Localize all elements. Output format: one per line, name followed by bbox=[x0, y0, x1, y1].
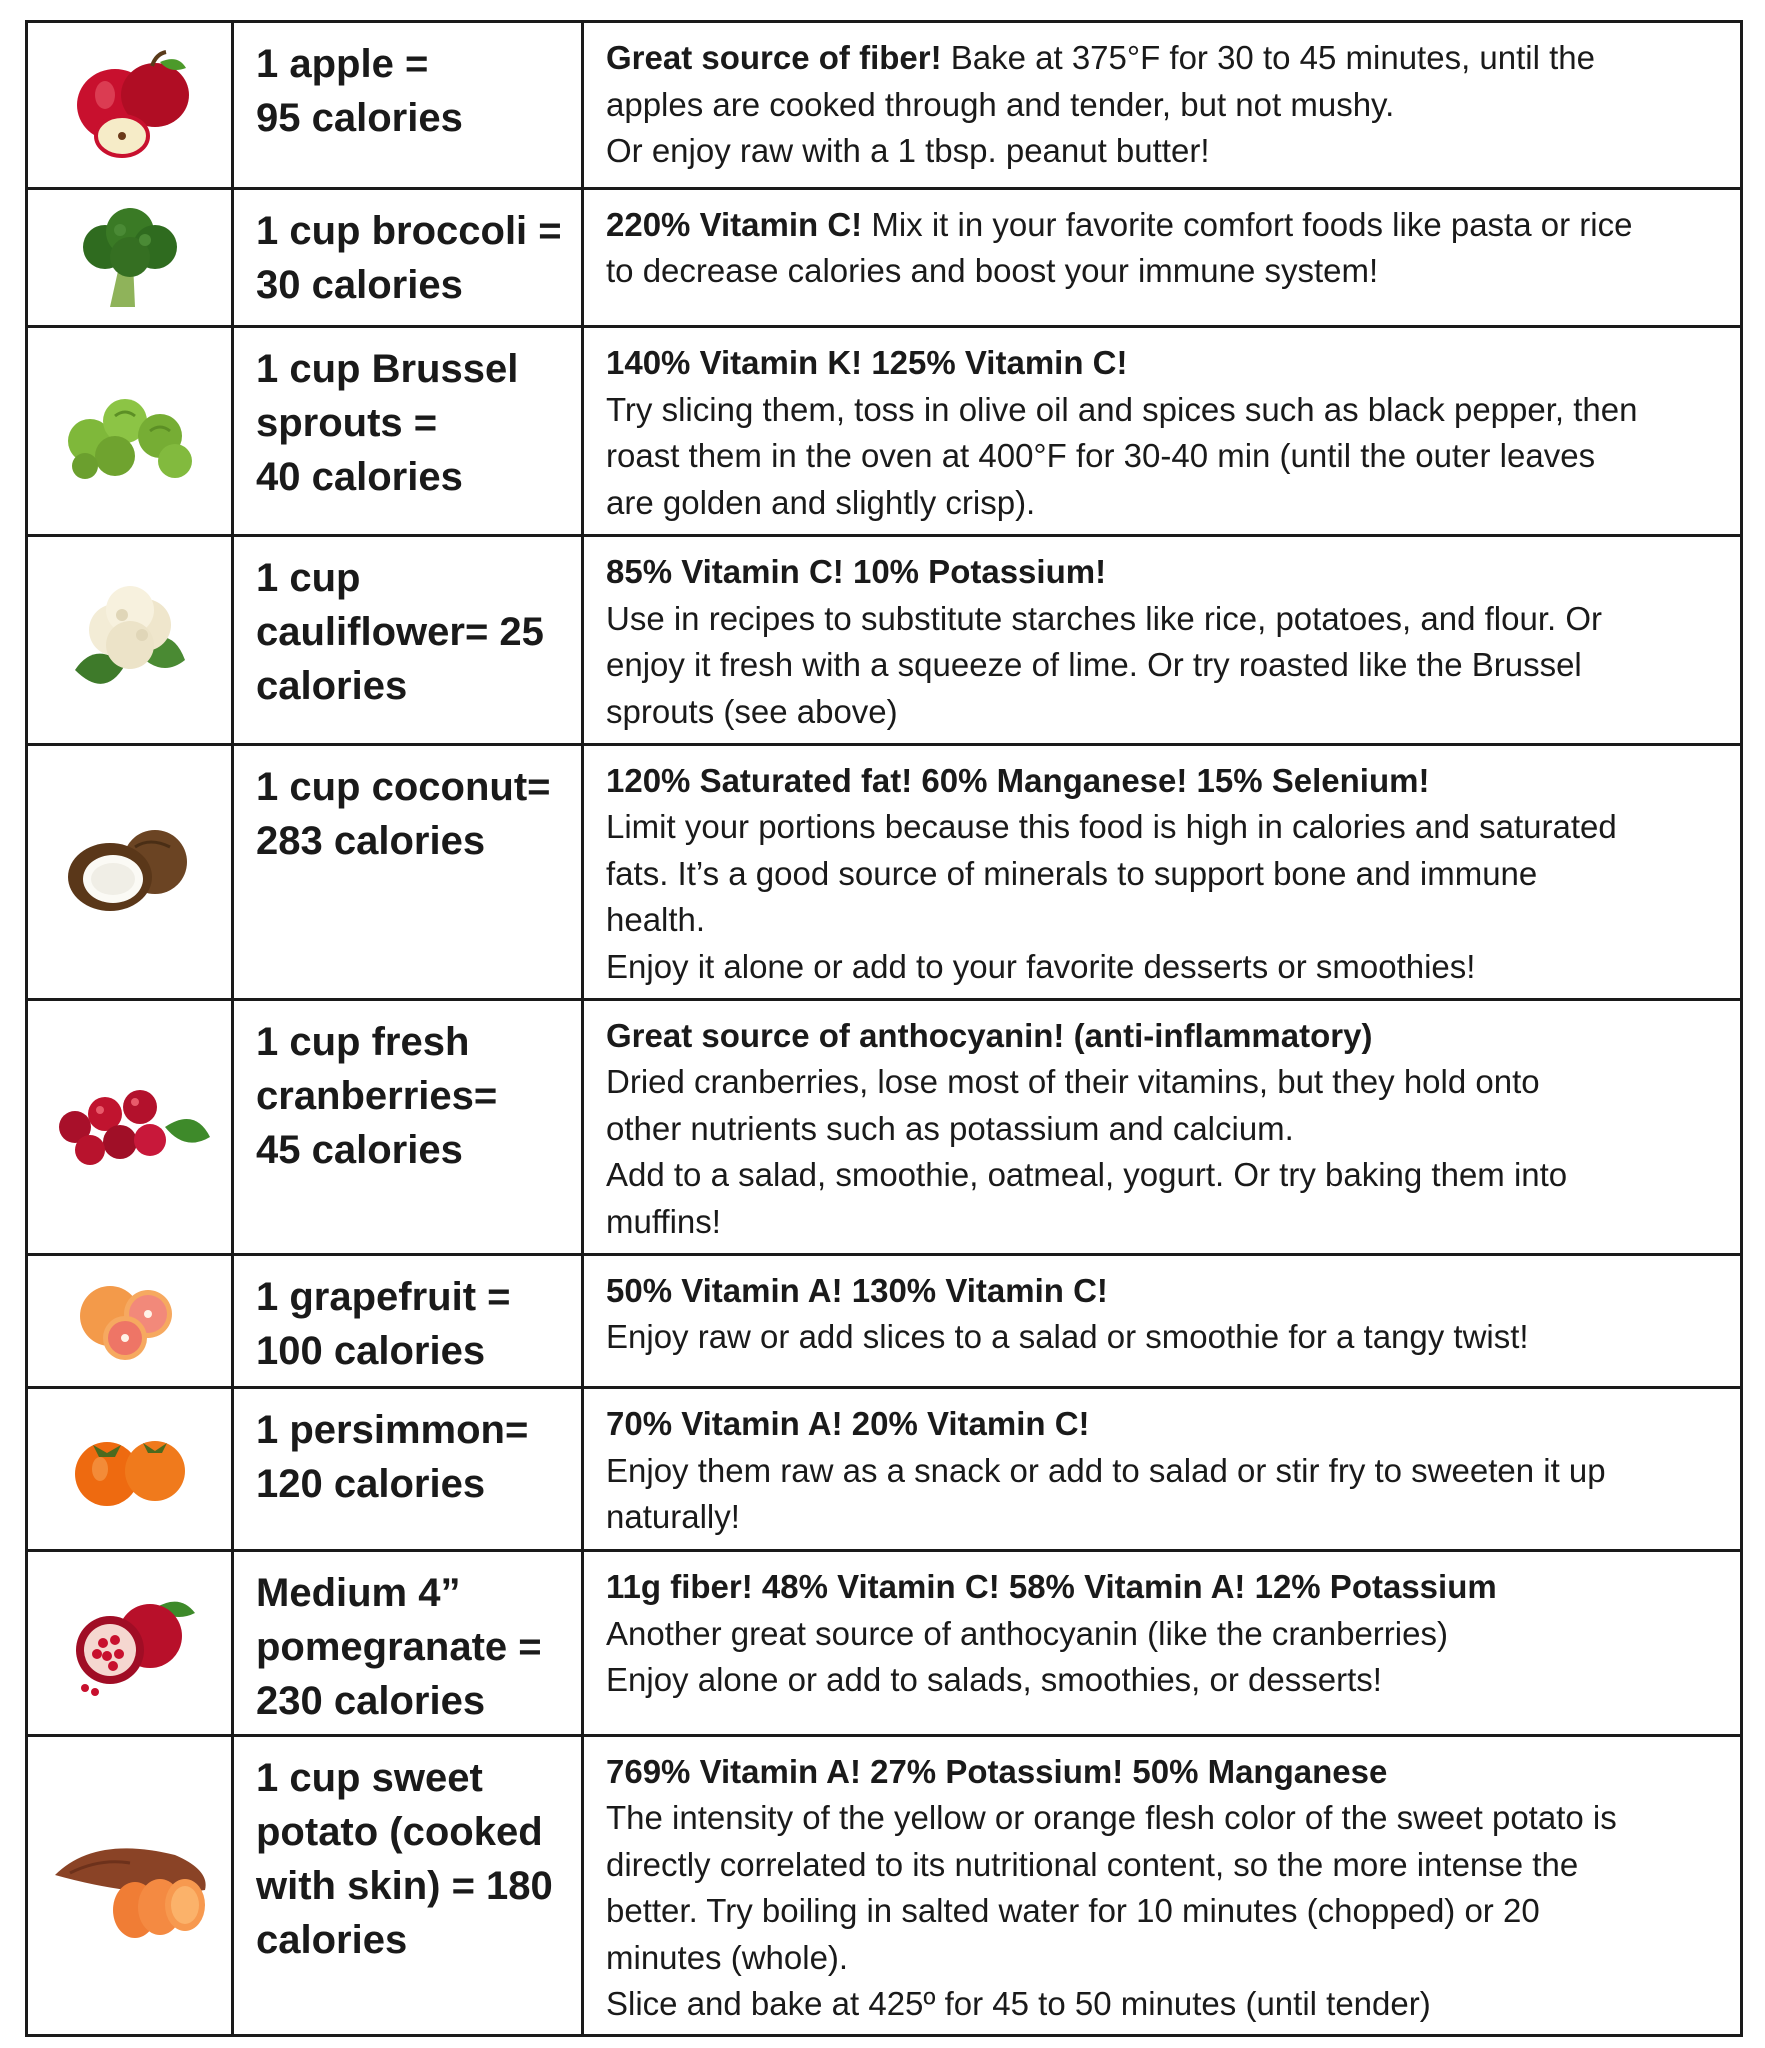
description-line bbox=[606, 1059, 1724, 1106]
description-line bbox=[606, 1981, 1724, 2028]
food-description-cell bbox=[583, 536, 1742, 745]
description-text: sprouts (see above) bbox=[606, 692, 898, 730]
description-text: Use in recipes to substitute starches like rice, potatoes, and flour. Or bbox=[606, 599, 1602, 637]
food-description-cell bbox=[583, 1735, 1742, 2035]
table-row bbox=[27, 22, 1742, 189]
cranberries-icon bbox=[28, 1072, 231, 1182]
food-description-cell bbox=[583, 1388, 1742, 1551]
description-line bbox=[606, 1448, 1724, 1495]
sweet-potato-icon bbox=[28, 1825, 231, 1945]
description-line bbox=[606, 1106, 1724, 1153]
description-text: Enjoy raw or add slices to a salad or smoothie for a tangy twist! bbox=[606, 1318, 1529, 1356]
description-text: fats. It’s a good source of minerals to support bone and immune bbox=[606, 854, 1538, 892]
description-line bbox=[606, 1314, 1724, 1361]
description-text: Enjoy it alone or add to your favorite desserts or smoothies! bbox=[606, 947, 1476, 985]
food-calories: 1 cup broccoli = 30 calories bbox=[256, 208, 562, 307]
description-line bbox=[606, 1888, 1724, 1935]
food-description-cell bbox=[583, 744, 1742, 999]
description-line bbox=[606, 1494, 1724, 1541]
description-line bbox=[606, 549, 1724, 596]
description-line bbox=[606, 1749, 1724, 1796]
food-name-cell bbox=[233, 327, 583, 536]
description-line bbox=[606, 804, 1724, 851]
description-text: roast them in the oven at 400°F for 30-40 min (until the outer leaves bbox=[606, 437, 1596, 475]
food-image-cell bbox=[27, 22, 233, 189]
description-line bbox=[606, 642, 1724, 689]
food-image-cell bbox=[27, 1551, 233, 1736]
table-row bbox=[27, 327, 1742, 536]
food-calories: 1 cup sweet potato (cooked with skin) = 180 calories bbox=[256, 1755, 553, 1962]
nutrient-highlight: 120% Saturated fat! 60% Manganese! 15% Selenium! bbox=[606, 761, 1430, 799]
food-image-cell bbox=[27, 1254, 233, 1388]
broccoli-icon bbox=[28, 202, 231, 312]
description-line bbox=[606, 340, 1724, 387]
description-line bbox=[606, 689, 1724, 736]
description-line bbox=[606, 35, 1724, 82]
nutrient-highlight: Great source of fiber! bbox=[606, 39, 942, 76]
persimmon-icon bbox=[28, 1419, 231, 1519]
food-image-cell bbox=[27, 1735, 233, 2035]
description-line bbox=[606, 1611, 1724, 1658]
table-row bbox=[27, 999, 1742, 1254]
description-line bbox=[606, 202, 1724, 249]
description-line bbox=[606, 596, 1724, 643]
description-line bbox=[606, 897, 1724, 944]
food-image-cell bbox=[27, 744, 233, 999]
nutrient-highlight: 220% Vitamin C! bbox=[606, 205, 863, 243]
food-image-cell bbox=[27, 999, 233, 1254]
food-name-cell bbox=[233, 536, 583, 745]
description-text: Add to a salad, smoothie, oatmeal, yogurt. Or try baking them into bbox=[606, 1156, 1568, 1194]
food-image-cell bbox=[27, 188, 233, 327]
description-text: The intensity of the yellow or orange flesh color of the sweet potato is bbox=[606, 1799, 1617, 1837]
description-text: Mix it in your favorite comfort foods like pasta or rice bbox=[862, 205, 1633, 243]
food-name-cell bbox=[233, 188, 583, 327]
description-text: apples are cooked through and tender, but not mushy. bbox=[606, 85, 1395, 123]
food-name-cell bbox=[233, 1735, 583, 2035]
apple-icon bbox=[28, 50, 231, 160]
description-text: are golden and slightly crisp). bbox=[606, 483, 1036, 521]
nutrient-highlight: 11g fiber! 48% Vitamin C! 58% Vitamin A! 12% Potassium bbox=[606, 1568, 1497, 1606]
nutrient-highlight: Great source of anthocyanin! (anti-inflammatory) bbox=[606, 1016, 1373, 1054]
food-calories: 1 cup cauliflower= 25 calories bbox=[256, 556, 544, 709]
description-text: Enjoy them raw as a snack or add to salad or stir fry to sweeten it up bbox=[606, 1451, 1606, 1489]
nutrient-highlight: 769% Vitamin A! 27% Potassium! 50% Manganese bbox=[606, 1752, 1388, 1790]
food-name-cell bbox=[233, 1388, 583, 1551]
description-line bbox=[606, 851, 1724, 898]
food-image-cell bbox=[27, 1388, 233, 1551]
description-line bbox=[606, 758, 1724, 805]
food-name-cell bbox=[233, 1551, 583, 1736]
food-calories: 1 cup Brussel sprouts = 40 calories bbox=[256, 347, 519, 500]
food-description-cell bbox=[583, 999, 1742, 1254]
description-line bbox=[606, 1268, 1724, 1315]
food-calories: 1 persimmon= 120 calories bbox=[256, 1408, 529, 1507]
food-description-cell bbox=[583, 1551, 1742, 1736]
nutrient-highlight: 50% Vitamin A! 130% Vitamin C! bbox=[606, 1271, 1108, 1309]
cauliflower-icon bbox=[28, 575, 231, 705]
food-calories: 1 cup coconut= 283 calories bbox=[256, 764, 551, 863]
food-calories: Medium 4” pomegranate = 230 calories bbox=[256, 1571, 542, 1724]
brussel-sprouts-icon bbox=[28, 381, 231, 481]
description-text: other nutrients such as potassium and calcium. bbox=[606, 1109, 1294, 1147]
description-line bbox=[606, 82, 1724, 129]
coconut-icon bbox=[28, 817, 231, 927]
pomegranate-icon bbox=[28, 1588, 231, 1698]
description-line bbox=[606, 1199, 1724, 1246]
nutrient-highlight: 140% Vitamin K! 125% Vitamin C! bbox=[606, 344, 1128, 382]
description-line bbox=[606, 248, 1724, 295]
description-text: enjoy it fresh with a squeeze of lime. Or try roasted like the Brussel bbox=[606, 646, 1582, 684]
description-text: muffins! bbox=[606, 1202, 721, 1240]
table-row bbox=[27, 536, 1742, 745]
description-line bbox=[606, 1401, 1724, 1448]
nutrient-highlight: 85% Vitamin C! 10% Potassium! bbox=[606, 553, 1107, 591]
description-line bbox=[606, 1795, 1724, 1842]
description-text: better. Try boiling in salted water for 10 minutes (chopped) or 20 bbox=[606, 1892, 1540, 1930]
description-text: Bake at 375°F for 30 to 45 minutes, until the bbox=[941, 39, 1595, 76]
food-description-cell bbox=[583, 188, 1742, 327]
food-calories: 1 cup fresh cranberries= 45 calories bbox=[256, 1019, 498, 1172]
description-text: Another great source of anthocyanin (like the cranberries) bbox=[606, 1614, 1448, 1652]
table-row bbox=[27, 188, 1742, 327]
description-line bbox=[606, 433, 1724, 480]
food-name-cell bbox=[233, 1254, 583, 1388]
food-description-cell bbox=[583, 22, 1742, 189]
food-description-cell bbox=[583, 327, 1742, 536]
description-text: naturally! bbox=[606, 1498, 740, 1536]
description-line bbox=[606, 387, 1724, 434]
food-calories: 1 grapefruit = 100 calories bbox=[256, 1274, 511, 1373]
food-name-cell bbox=[233, 999, 583, 1254]
description-line bbox=[606, 1564, 1724, 1611]
description-text: directly correlated to its nutritional content, so the more intense the bbox=[606, 1845, 1579, 1883]
description-line bbox=[606, 128, 1724, 175]
description-text: Slice and bake at 425º for 45 to 50 minutes (until tender) bbox=[606, 1985, 1431, 2023]
description-text: Try slicing them, toss in olive oil and spices such as black pepper, then bbox=[606, 390, 1638, 428]
description-text: to decrease calories and boost your immune system! bbox=[606, 252, 1379, 290]
table-row bbox=[27, 1735, 1742, 2035]
description-text: Dried cranberries, lose most of their vitamins, but they hold onto bbox=[606, 1063, 1540, 1101]
table-row bbox=[27, 1388, 1742, 1551]
description-line bbox=[606, 1152, 1724, 1199]
description-line bbox=[606, 480, 1724, 527]
food-image-cell bbox=[27, 536, 233, 745]
description-line bbox=[606, 1657, 1724, 1704]
description-text: Limit your portions because this food is high in calories and saturated bbox=[606, 808, 1617, 846]
description-text: minutes (whole). bbox=[606, 1938, 849, 1976]
description-line bbox=[606, 944, 1724, 991]
food-calories: 1 apple = 95 calories bbox=[256, 42, 463, 140]
description-text: health. bbox=[606, 901, 706, 939]
description-text: Or enjoy raw with a 1 tbsp. peanut butter! bbox=[606, 132, 1210, 169]
nutrient-highlight: 70% Vitamin A! 20% Vitamin C! bbox=[606, 1405, 1090, 1443]
food-name-cell bbox=[233, 22, 583, 189]
table-row bbox=[27, 1551, 1742, 1736]
grapefruit-icon bbox=[28, 1276, 231, 1366]
description-text: Enjoy alone or add to salads, smoothies, or desserts! bbox=[606, 1661, 1382, 1699]
description-line bbox=[606, 1935, 1724, 1982]
table-row bbox=[27, 744, 1742, 999]
description-line bbox=[606, 1013, 1724, 1060]
nutrition-table bbox=[25, 20, 1743, 2037]
description-line bbox=[606, 1842, 1724, 1889]
food-image-cell bbox=[27, 327, 233, 536]
food-name-cell bbox=[233, 744, 583, 999]
table-row bbox=[27, 1254, 1742, 1388]
food-description-cell bbox=[583, 1254, 1742, 1388]
